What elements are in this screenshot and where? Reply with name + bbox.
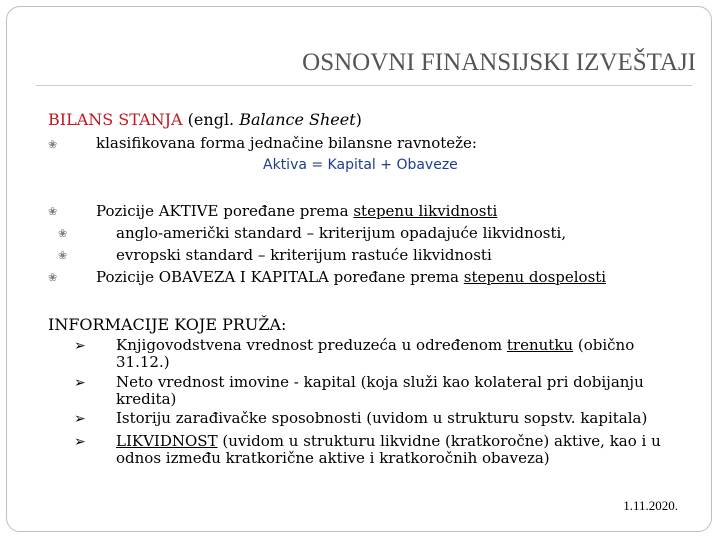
info-item-3: Istoriju zarađivačke sposobnosti (uvidom u strukturu sopstv. kapitala) [116,409,648,427]
bilans-heading-close: ) [355,110,362,129]
arrow-bullet-icon: ➢ [74,338,86,354]
arrow-bullet-icon: ➢ [74,411,86,427]
bullet-icon: ❀ [48,271,58,284]
info-item-1 [116,337,672,371]
title-divider [36,85,692,86]
bilans-point-3 [96,268,606,286]
slide-date: 1.11.2020. [623,498,678,513]
bilans-point-2 [96,202,497,220]
info-item-1-underlined: trenutku [506,336,574,354]
info-heading: INFORMACIJE KOJE PRUŽA: [48,315,287,334]
bullet-icon: ❀ [48,205,58,218]
balance-equation: Aktiva = Kapital + Obaveze [263,157,458,173]
info-item-4-text: (uvidom u strukturu likvidne (kratkoročne) aktive, kao i u odnos između kratkorične aktive i kratkoročnih obaveza) [116,432,661,467]
bilans-heading [48,110,362,129]
point-2-underlined: stepenu likvidnosti [353,202,498,220]
bilans-heading-italic: Balance Sheet [239,110,356,129]
bilans-heading-red: BILANS STANJA [48,110,183,129]
slide-title: OSNOVNI FINANSIJSKI IZVEŠTAJI [302,49,696,76]
info-item-4 [116,433,672,467]
arrow-bullet-icon: ➢ [74,434,86,450]
bilans-sub-2: evropski standard – kriterijum rastuće likvidnosti [116,246,492,264]
bilans-point-1: klasifikovana forma jednačine bilansne ravnoteže: [96,134,477,152]
point-3-underlined: stepenu dospelosti [463,268,607,286]
point-2-text: Pozicije AKTIVE poređane prema [96,202,354,220]
bilans-sub-1: anglo-američki standard – kriterijum opadajuće likvidnosti, [116,224,567,242]
info-item-2: Neto vrednost imovine - kapital (koja služi kao kolateral pri dobijanju kredita) [116,373,644,408]
info-item-1-suffix: (obično 31.12.) [116,336,635,371]
bullet-icon: ❀ [58,227,68,240]
info-item-4-underlined: LIKVIDNOST [116,432,218,450]
arrow-bullet-icon: ➢ [74,375,86,391]
bullet-icon: ❀ [48,138,58,151]
point-3-text: Pozicije OBAVEZA I KAPITALA poređane prema [96,268,464,286]
info-item-1-text: Knjigovodstvena vrednost preduzeća u određenom [116,336,507,354]
bullet-icon: ❀ [58,249,68,262]
bilans-heading-text: (engl. [182,110,240,129]
